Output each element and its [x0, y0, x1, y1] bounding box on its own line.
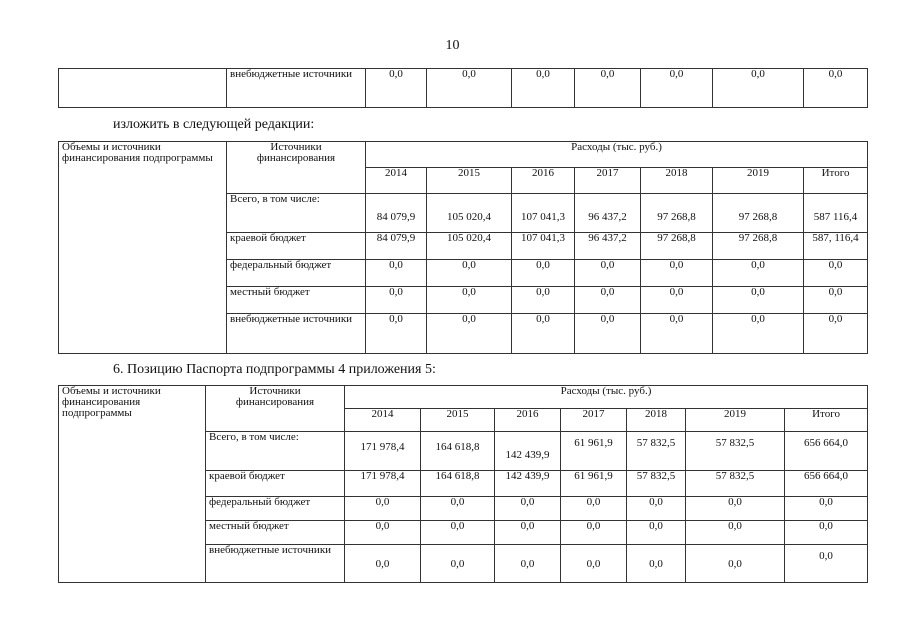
- value-cell: 0,0: [804, 314, 868, 354]
- value-cell: 57 832,5: [686, 432, 785, 471]
- source-cell: Всего, в том числе:: [227, 194, 366, 233]
- value-cell: 0,0: [345, 521, 421, 545]
- page-number: 10: [445, 38, 460, 53]
- value-cell: 0,0: [804, 260, 868, 287]
- value-cell: 171 978,4: [345, 432, 421, 471]
- value-cell: 0,0: [421, 521, 495, 545]
- value-cell: 0,0: [785, 545, 868, 583]
- year-header: 2019: [686, 409, 785, 432]
- value-cell: 0,0: [575, 260, 641, 287]
- value-cell: 0,0: [366, 260, 427, 287]
- value-cell: 97 268,8: [713, 233, 804, 260]
- source-cell: федеральный бюджет: [227, 260, 366, 287]
- value-cell: 0,0: [575, 287, 641, 314]
- value-cell: 0,0: [686, 497, 785, 521]
- value-cell: 57 832,5: [627, 432, 686, 471]
- value-cell: 0,0: [686, 521, 785, 545]
- value-cell: 57 832,5: [627, 471, 686, 497]
- value-cell: 0,0: [345, 545, 421, 583]
- table-row: [59, 386, 868, 409]
- value-cell: 0,0: [561, 545, 627, 583]
- value-cell: 61 961,9: [561, 471, 627, 497]
- value-cell: 0,0: [641, 260, 713, 287]
- value-cell: 0,0: [512, 69, 575, 108]
- value-cell: 164 618,8: [421, 432, 495, 471]
- source-cell: краевой бюджет: [206, 471, 345, 497]
- value-cell: 84 079,9: [366, 233, 427, 260]
- source-cell: Всего, в том числе:: [206, 432, 345, 471]
- year-header: 2018: [627, 409, 686, 432]
- year-header: Итого: [804, 168, 868, 194]
- value-cell: 0,0: [627, 545, 686, 583]
- year-header: Итого: [785, 409, 868, 432]
- value-cell: 656 664,0: [785, 471, 868, 497]
- object-label-cell: Объемы и источники финансирования подпрограммы: [59, 142, 227, 354]
- source-cell: внебюджетные источники: [206, 545, 345, 583]
- source-cell: внебюджетные источники: [227, 314, 366, 354]
- value-cell: 0,0: [627, 497, 686, 521]
- value-cell: 97 268,8: [641, 194, 713, 233]
- source-cell: федеральный бюджет: [206, 497, 345, 521]
- value-cell: 105 020,4: [427, 233, 512, 260]
- value-cell: 0,0: [512, 314, 575, 354]
- value-cell: 0,0: [575, 314, 641, 354]
- value-cell: 656 664,0: [785, 432, 868, 471]
- value-cell: 96 437,2: [575, 194, 641, 233]
- value-cell: 0,0: [421, 497, 495, 521]
- source-cell: местный бюджет: [227, 287, 366, 314]
- value-cell: 0,0: [641, 69, 713, 108]
- value-cell: 0,0: [561, 521, 627, 545]
- value-cell: 0,0: [421, 545, 495, 583]
- value-cell: 97 268,8: [713, 194, 804, 233]
- continuation-table: [58, 68, 868, 108]
- value-cell: 0,0: [427, 69, 512, 108]
- sources-header: Источники финансирования: [227, 142, 366, 194]
- year-header: 2015: [427, 168, 512, 194]
- value-cell: 0,0: [427, 314, 512, 354]
- value-cell: 0,0: [345, 497, 421, 521]
- value-cell: 0,0: [713, 260, 804, 287]
- value-cell: 0,0: [366, 287, 427, 314]
- value-cell: 105 020,4: [427, 194, 512, 233]
- value-cell: 96 437,2: [575, 233, 641, 260]
- value-cell: 0,0: [366, 69, 427, 108]
- value-cell: 0,0: [641, 314, 713, 354]
- value-cell: 0,0: [427, 260, 512, 287]
- value-cell: 107 041,3: [512, 233, 575, 260]
- value-cell: 0,0: [713, 287, 804, 314]
- value-cell: 142 439,9: [495, 432, 561, 471]
- empty-cell: [59, 69, 227, 108]
- value-cell: 0,0: [713, 314, 804, 354]
- value-cell: 0,0: [512, 260, 575, 287]
- source-cell: краевой бюджет: [227, 233, 366, 260]
- year-header: 2017: [575, 168, 641, 194]
- year-header: 2014: [366, 168, 427, 194]
- value-cell: 171 978,4: [345, 471, 421, 497]
- year-header: 2016: [512, 168, 575, 194]
- value-cell: 0,0: [785, 497, 868, 521]
- value-cell: 164 618,8: [421, 471, 495, 497]
- value-cell: 107 041,3: [512, 194, 575, 233]
- year-header: 2017: [561, 409, 627, 432]
- value-cell: 0,0: [804, 287, 868, 314]
- table-row: [59, 69, 868, 108]
- value-cell: 0,0: [686, 545, 785, 583]
- value-cell: 84 079,9: [366, 194, 427, 233]
- value-cell: 0,0: [427, 287, 512, 314]
- table-row: [59, 142, 868, 168]
- paragraph-edit-instruction: изложить в следующей редакции:: [113, 117, 315, 132]
- value-cell: 61 961,9: [561, 432, 627, 471]
- year-header: 2015: [421, 409, 495, 432]
- value-cell: 0,0: [495, 521, 561, 545]
- expenses-header: Расходы (тыс. руб.): [345, 386, 868, 409]
- value-cell: 0,0: [512, 287, 575, 314]
- value-cell: 57 832,5: [686, 471, 785, 497]
- value-cell: 587, 116,4: [804, 233, 868, 260]
- source-cell: местный бюджет: [206, 521, 345, 545]
- financing-table-2: [58, 385, 868, 583]
- value-cell: 0,0: [713, 69, 804, 108]
- value-cell: 0,0: [627, 521, 686, 545]
- source-cell: внебюджетные источники: [227, 69, 366, 108]
- value-cell: 0,0: [575, 69, 641, 108]
- object-label-cell: Объемы и источники финансирования подпрограммы: [59, 386, 206, 583]
- value-cell: 0,0: [641, 287, 713, 314]
- year-header: 2016: [495, 409, 561, 432]
- sources-header: Источники финансирования: [206, 386, 345, 432]
- value-cell: 0,0: [495, 545, 561, 583]
- value-cell: 0,0: [366, 314, 427, 354]
- paragraph-section-6: 6. Позицию Паспорта подпрограммы 4 приложения 5:: [113, 362, 436, 377]
- value-cell: 0,0: [785, 521, 868, 545]
- value-cell: 0,0: [561, 497, 627, 521]
- value-cell: 97 268,8: [641, 233, 713, 260]
- value-cell: 142 439,9: [495, 471, 561, 497]
- financing-table-1: [58, 141, 868, 354]
- year-header: 2014: [345, 409, 421, 432]
- year-header: 2019: [713, 168, 804, 194]
- value-cell: 0,0: [495, 497, 561, 521]
- year-header: 2018: [641, 168, 713, 194]
- value-cell: 587 116,4: [804, 194, 868, 233]
- value-cell: 0,0: [804, 69, 868, 108]
- expenses-header: Расходы (тыс. руб.): [366, 142, 868, 168]
